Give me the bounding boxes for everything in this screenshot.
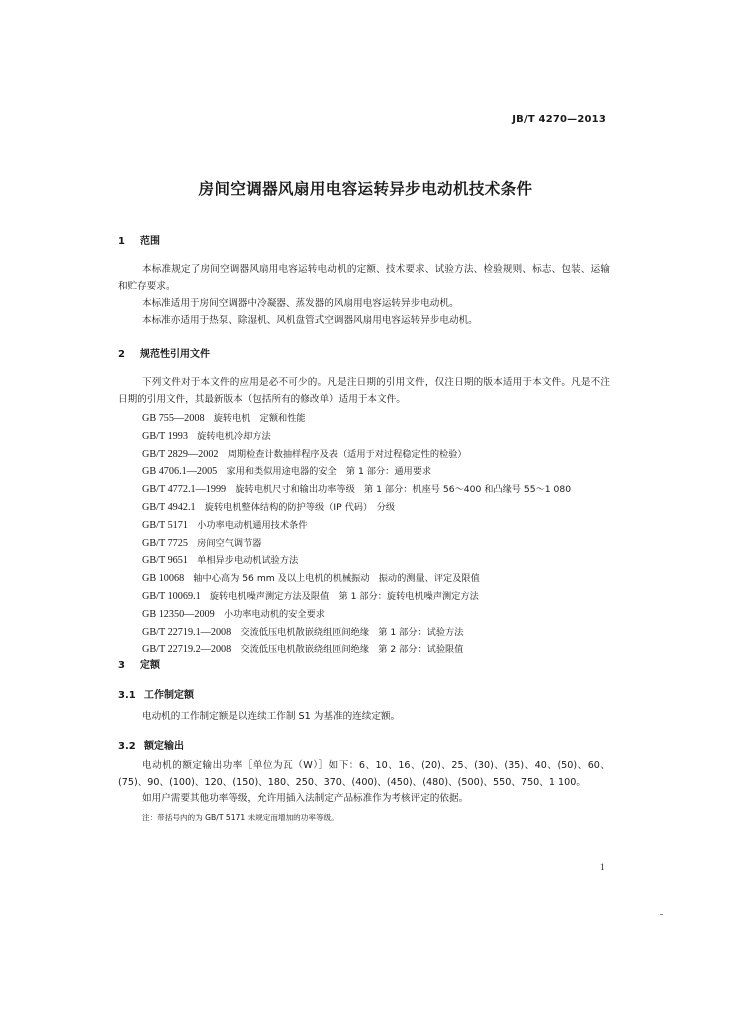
reference-title: 小功率电动机通用技术条件 bbox=[197, 519, 308, 531]
section-3-2-paragraph-1: 电动机的额定输出功率［单位为瓦（W）］如下：6、10、16、(20)、25、(30)、(35)、40、(50)、60、(75)、90、(100)、120、(150)、180、250、370、(400)、(450)、(480)、(500)、550、750、1 100。 bbox=[118, 760, 610, 788]
section-3-2-heading bbox=[118, 737, 184, 752]
section-1-heading bbox=[118, 232, 160, 247]
reference-code: GB/T 7725 bbox=[142, 537, 188, 549]
reference-item bbox=[142, 410, 306, 424]
reference-item bbox=[142, 517, 307, 531]
section-3-2-paragraph-2: 如用户需要其他功率等级，允许用插入法制定产品标准作为考核评定的依据。 bbox=[142, 793, 469, 804]
reference-title: 单相异步电动机试验方法 bbox=[197, 555, 299, 567]
section-1-paragraph-1: 本标准规定了房间空调器风扇用电容运转电动机的定额、技术要求、试验方法、检验规则、标志、包装、运输和贮存要求。 bbox=[118, 264, 610, 292]
reference-title: 旋转电机噪声测定方法及限值 第 1 部分：旋转电机噪声测定方法 bbox=[209, 591, 479, 602]
reference-code: GB 755—2008 bbox=[142, 413, 205, 424]
section-title: 规范性引用文件 bbox=[140, 349, 210, 360]
reference-code: GB/T 4942.1 bbox=[142, 502, 196, 513]
reference-code: GB/T 22719.1—2008 bbox=[142, 626, 232, 638]
page-number: 1 bbox=[600, 862, 605, 872]
scan-speck bbox=[660, 914, 663, 915]
reference-title: 轴中心高为 56 mm 及以上电机的机械振动 振动的测量、评定及限值 bbox=[193, 573, 480, 585]
reference-item bbox=[142, 641, 463, 655]
reference-title: 旋转电机冷却方法 bbox=[197, 430, 271, 442]
reference-title: 旋转电机整体结构的防护等级（IP 代码） 分级 bbox=[204, 502, 396, 513]
reference-code: GB/T 2829—2002 bbox=[142, 448, 219, 460]
reference-code: GB/T 4772.1—1999 bbox=[142, 484, 227, 496]
section-1-paragraph-2: 本标准适用于房间空调器中冷凝器、蒸发器的风扇用电容运转异步电动机。 bbox=[142, 298, 459, 309]
section-title: 定额 bbox=[140, 660, 160, 671]
reference-item bbox=[142, 499, 395, 513]
section-number: 2 bbox=[118, 349, 125, 360]
document-title: 房间空调器风扇用电容运转异步电动机技术条件 bbox=[198, 180, 533, 198]
subsection-number: 3.1 bbox=[118, 690, 136, 701]
reference-code: GB 4706.1—2005 bbox=[142, 466, 218, 478]
reference-item bbox=[142, 606, 325, 620]
reference-code: GB/T 1993 bbox=[142, 430, 188, 442]
reference-item bbox=[142, 481, 571, 495]
section-3-1-heading bbox=[118, 686, 194, 701]
reference-code: GB 10068 bbox=[142, 573, 185, 585]
reference-title: 旋转电机 定额和性能 bbox=[213, 413, 306, 424]
reference-title: 旋转电机尺寸和输出功率等级 第 1 部分：机座号 56～400 和凸缘号 55～1 080 bbox=[235, 484, 572, 496]
reference-item bbox=[142, 535, 261, 549]
reference-code: GB 12350—2009 bbox=[142, 608, 215, 620]
power-rating-note: 注：带括号内的为 GB/T 5171 未规定而增加的功率等级。 bbox=[142, 813, 339, 822]
subsection-number: 3.2 bbox=[118, 741, 136, 752]
reference-item bbox=[142, 463, 431, 477]
reference-item bbox=[142, 570, 480, 584]
section-3-1-paragraph: 电动机的工作制定额是以连续工作制 S1 为基准的连续定额。 bbox=[142, 711, 401, 722]
standard-code: JB/T 4270—2013 bbox=[512, 114, 606, 125]
reference-code: GB/T 10069.1 bbox=[142, 591, 201, 602]
reference-title: 周期检查计数抽样程序及表（适用于对过程稳定性的检验） bbox=[227, 448, 467, 460]
reference-title: 小功率电动机的安全要求 bbox=[223, 608, 325, 620]
section-2-heading bbox=[118, 345, 210, 360]
subsection-title: 额定输出 bbox=[144, 741, 184, 752]
reference-code: GB/T 5171 bbox=[142, 519, 188, 531]
reference-code: GB/T 9651 bbox=[142, 555, 188, 567]
section-number: 1 bbox=[118, 236, 125, 247]
section-3-heading bbox=[118, 656, 160, 671]
reference-item bbox=[142, 624, 463, 638]
section-2-intro: 下列文件对于本文件的应用是必不可少的。凡是注日期的引用文件，仅注日期的版本适用于本文件。凡是不注日期的引用文件，其最新版本（包括所有的修改单）适用于本文件。 bbox=[118, 377, 610, 405]
subsection-title: 工作制定额 bbox=[144, 690, 194, 701]
reference-item bbox=[142, 446, 467, 460]
reference-title: 交流低压电机散嵌绕组匝间绝缘 第 1 部分：试验方法 bbox=[240, 626, 464, 638]
reference-title: 家用和类似用途电器的安全 第 1 部分：通用要求 bbox=[226, 466, 432, 478]
section-title: 范围 bbox=[140, 236, 160, 247]
section-1-paragraph-3: 本标准亦适用于热泵、除湿机、风机盘管式空调器风扇用电容运转异步电动机。 bbox=[142, 315, 478, 326]
reference-code: GB/T 22719.2—2008 bbox=[142, 644, 232, 656]
reference-title: 交流低压电机散嵌绕组匝间绝缘 第 2 部分：试验限值 bbox=[240, 644, 464, 656]
reference-item bbox=[142, 588, 479, 602]
reference-title: 房间空气调节器 bbox=[197, 537, 262, 549]
reference-item bbox=[142, 428, 271, 442]
section-number: 3 bbox=[118, 660, 125, 671]
reference-item bbox=[142, 552, 298, 566]
